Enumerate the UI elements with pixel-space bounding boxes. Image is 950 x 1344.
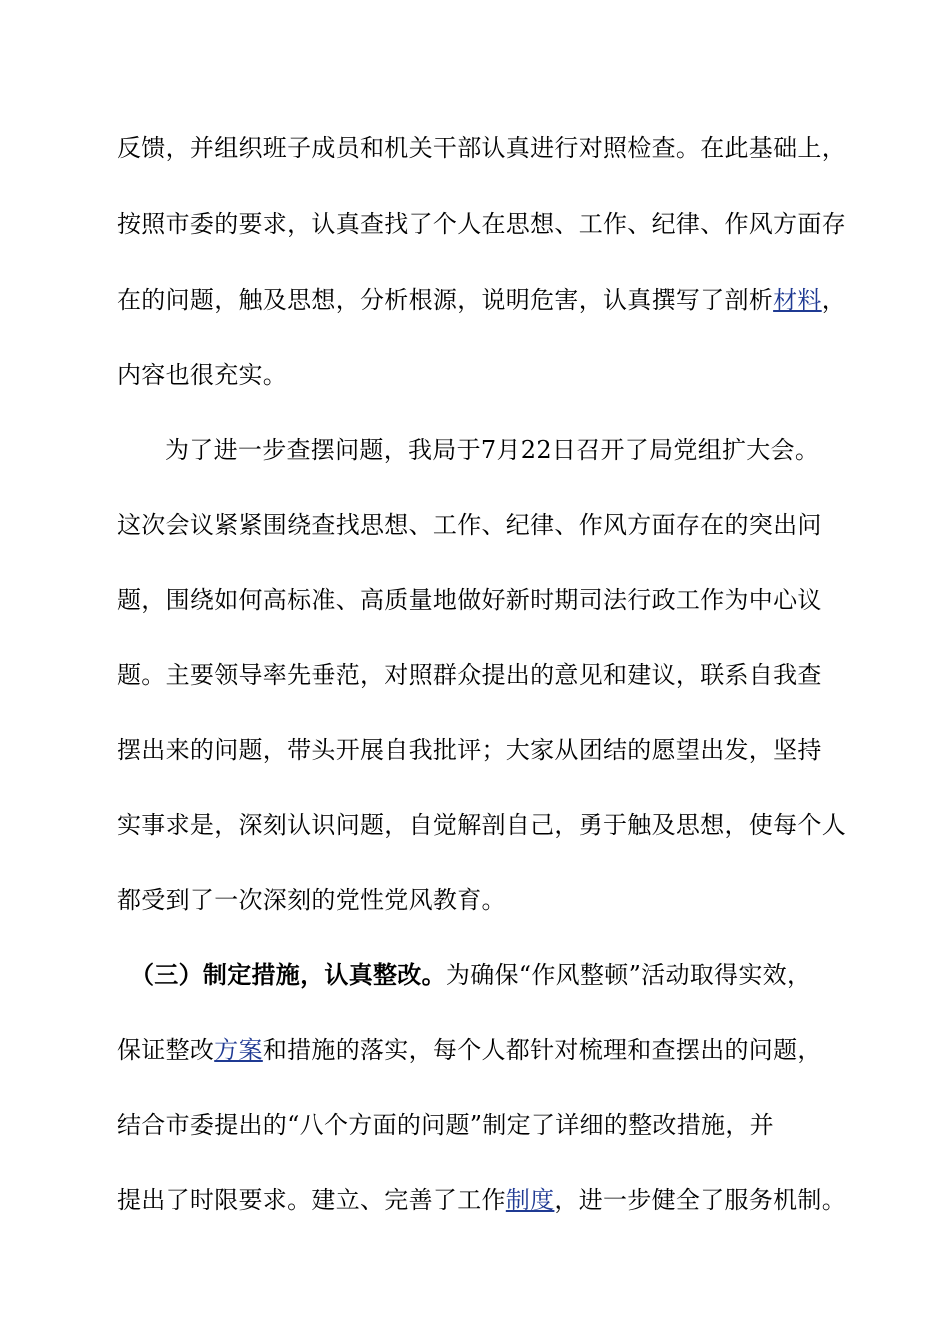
paragraph-3-line-1-text: 为确保“作风整顿”活动取得实效， — [445, 961, 812, 989]
paragraph-2-line-2: 这次会议紧紧围绕查找思想、工作、纪律、作风方面存在的突出问 — [117, 511, 822, 539]
paragraph-1-line-3-tail: ， — [821, 286, 847, 314]
paragraph-3-line-2 — [117, 1034, 847, 1066]
section-heading: （三）制定措施，认真整改。 — [130, 960, 446, 989]
paragraph-3-line-3: 结合市委提出的“八个方面的问题”制定了详细的整改措施，并 — [117, 1111, 774, 1139]
paragraph-1-line-3-text: 在的问题，触及思想，分析根源，说明危害，认真撰写了剖析 — [117, 286, 774, 314]
paragraph-3-line-2-tail: 和措施的落实，每个人都针对梳理和查摆出的问题， — [262, 1036, 822, 1064]
paragraph-1-line-4: 内容也很充实。 — [117, 361, 288, 389]
plan-link[interactable]: 方案 — [214, 1036, 263, 1064]
paragraph-3-line-1 — [130, 959, 850, 991]
paragraph-3-line-4-text: 提出了时限要求。建立、完善了工作 — [117, 1186, 506, 1214]
paragraph-2-line-7: 都受到了一次深刻的党性党风教育。 — [117, 886, 506, 914]
paragraph-3-line-4 — [117, 1184, 847, 1216]
paragraph-1-line-3 — [117, 284, 847, 316]
paragraph-1-line-1: 反馈，并组织班子成员和机关干部认真进行对照检查。在此基础上， — [117, 134, 846, 162]
paragraph-1-line-2: 按照市委的要求，认真查找了个人在思想、工作、纪律、作风方面存 — [117, 210, 846, 238]
paragraph-2-line-3: 题，围绕如何高标准、高质量地做好新时期司法行政工作为中心议 — [117, 586, 822, 614]
paragraph-2-line-6: 实事求是，深刻认识问题，自觉解剖自己，勇于触及思想，使每个人 — [117, 811, 846, 839]
materials-link[interactable]: 材料 — [773, 286, 822, 314]
paragraph-2-line-4: 题。主要领导率先垂范，对照群众提出的意见和建议，联系自我查 — [117, 661, 822, 689]
system-link[interactable]: 制度 — [505, 1186, 555, 1214]
paragraph-2-line-5: 摆出来的问题，带头开展自我批评；大家从团结的愿望出发，坚持 — [117, 736, 822, 764]
paragraph-2-line-1: 为了进一步查摆问题，我局于7月22日召开了局党组扩大会。 — [165, 436, 820, 464]
paragraph-3-line-4-tail: ，进一步健全了服务机制。 — [554, 1186, 847, 1214]
paragraph-3-line-2-text: 保证整改 — [117, 1036, 215, 1064]
